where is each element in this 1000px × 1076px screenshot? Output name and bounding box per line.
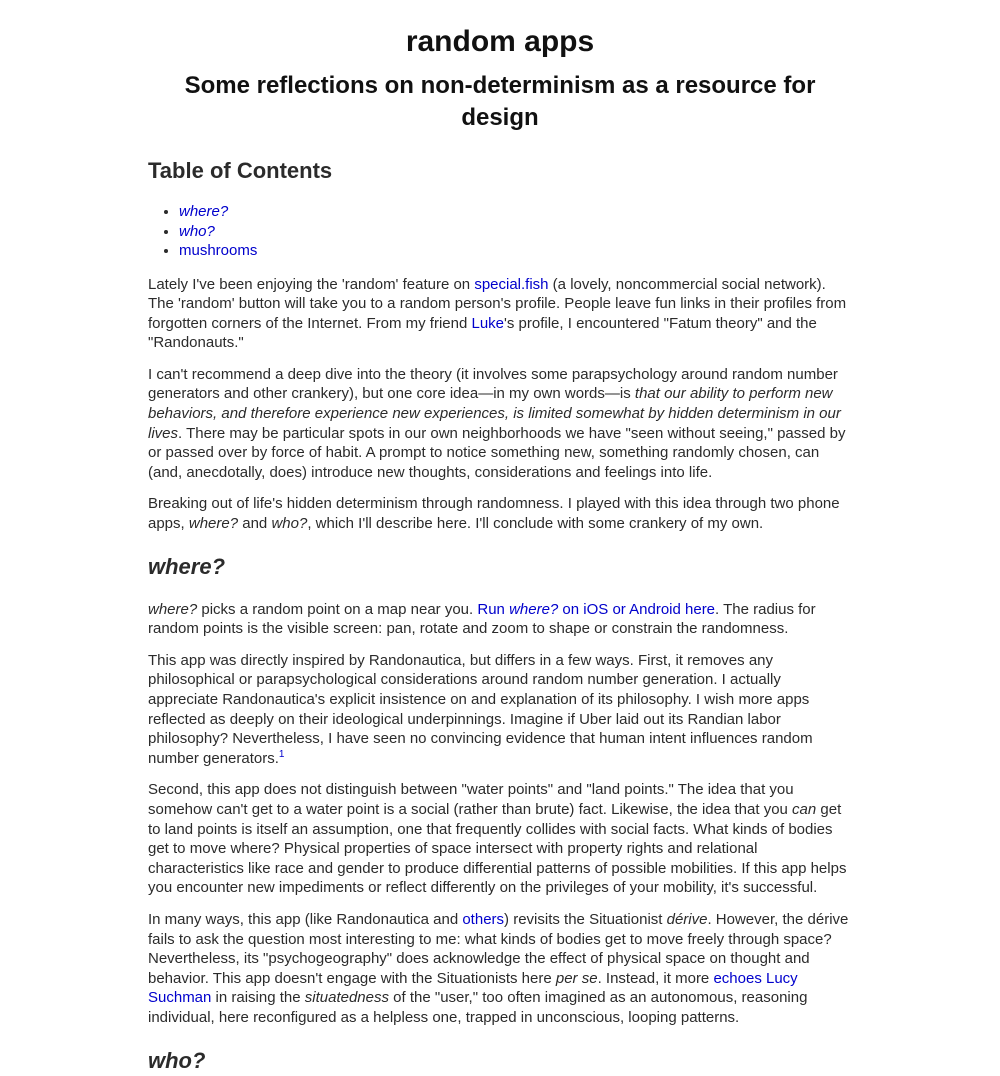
toc-item-who <box>179 222 852 242</box>
others-link[interactable]: others <box>462 910 505 928</box>
section-heading-who: who? <box>148 1047 206 1073</box>
intro-paragraph-1: Lately I've been enjoying the 'random' feature on special.fish (a lovely, noncommercial social network). The 'random' button will take you to a random person's profile. People leave fun links in their profiles from forgotten corners of the Internet. From my friend Luke's profile, I encountered "Fatum theory" and the "Randonauts." <box>148 275 847 352</box>
article <box>148 0 852 1076</box>
toc-link-who[interactable]: who? <box>179 222 215 240</box>
table-of-contents <box>148 202 852 261</box>
toc-heading: Table of Contents <box>148 158 333 183</box>
page-subtitle: Some reflections on non-determinism as a resource for design <box>184 72 816 131</box>
section-heading-where: where? <box>148 553 226 579</box>
footnote-link-1[interactable]: 1 <box>278 748 285 760</box>
run-where-app-link[interactable]: Run where? on iOS or Android here <box>477 600 716 618</box>
where-paragraph-2: This app was directly inspired by Randonautica, but differs in a few ways. First, it removes any philosophical or parapsychological considerations around random number generation. I actually appreciate Randonautica's explicit insistence on and explanation of its philosophy. I wish more apps reflected as deeply on their ideological underpinnings. Imagine if Uber laid out its Randian labor philosophy? Nevertheless, I have seen no convincing evidence that human intent influences random number generators.$^1$ <box>148 651 813 767</box>
toc-link-where[interactable]: where? <box>179 203 229 220</box>
luke-link[interactable]: Luke <box>471 314 505 332</box>
where-paragraph-4: In many ways, this app (like Randonautica and others) revisits the Situationist dérive. However, the dérive fails to ask the question most interesting to me: what kinds of bodies get to move freely through space? Nevertheless, its "psychogeography" does acknowledge the effect of physical space on thought and behavior. This app doesn't engage with the Situationists here per se. Instead, it more echoes Lucy Suchman in raising the situatedness of the "user," too often imagined as an autonomous, reasoning individual, here reconfigured as a helpless one, trapped in unconscious, looping patterns. <box>148 910 849 1026</box>
page-title: random apps <box>405 25 595 58</box>
where-paragraph-1: where? picks a random point on a map near you. Run where? on iOS or Android here. The radius for random points is the visible screen: pan, rotate and zoom to shape or constrain the randomness. <box>148 600 816 638</box>
lucy-suchman-link[interactable]: echoes Lucy Suchman <box>148 969 798 1007</box>
intro-paragraph-2: I can't recommend a deep dive into the theory (it involves some parapsychology around random number generators and other crankery), but one core idea—in my own words—is that our ability to perform new behaviors, and therefore experience new experiences, is limited somewhat by hidden determinism in our lives. There may be particular spots in our own neighborhoods we have "seen without seeing," passed by or passed over by force of habit. A prompt to notice something new, something randomly chosen, can (and, anecdotally, does) introduce new thoughts, considerations and feelings into life. <box>148 365 846 481</box>
intro-paragraph-3: Breaking out of life's hidden determinism through randomness. I played with this idea through two phone apps, where? and who?, which I'll describe here. I'll conclude with some crankery of my own. <box>148 495 840 533</box>
toc-item-mushrooms <box>179 241 852 261</box>
special-fish-link[interactable]: special.fish <box>474 275 549 293</box>
toc-link-mushrooms[interactable]: mushrooms <box>179 242 258 259</box>
toc-item-where <box>179 202 852 222</box>
where-paragraph-3: Second, this app does not distinguish between "water points" and "land points." The idea that you somehow can't get to a water point is a social (rather than brute) fact. Likewise, the idea that you can get to land points is itself an assumption, one that frequently collides with social facts. What kinds of bodies get to move where? Physical properties of space intersect with property rights and relational characteristics like race and gender to produce differential patterns of possible mobilities. If this app helps you encounter new impediments or reflect differently on the privileges of your mobility, it's successful. <box>148 781 847 897</box>
